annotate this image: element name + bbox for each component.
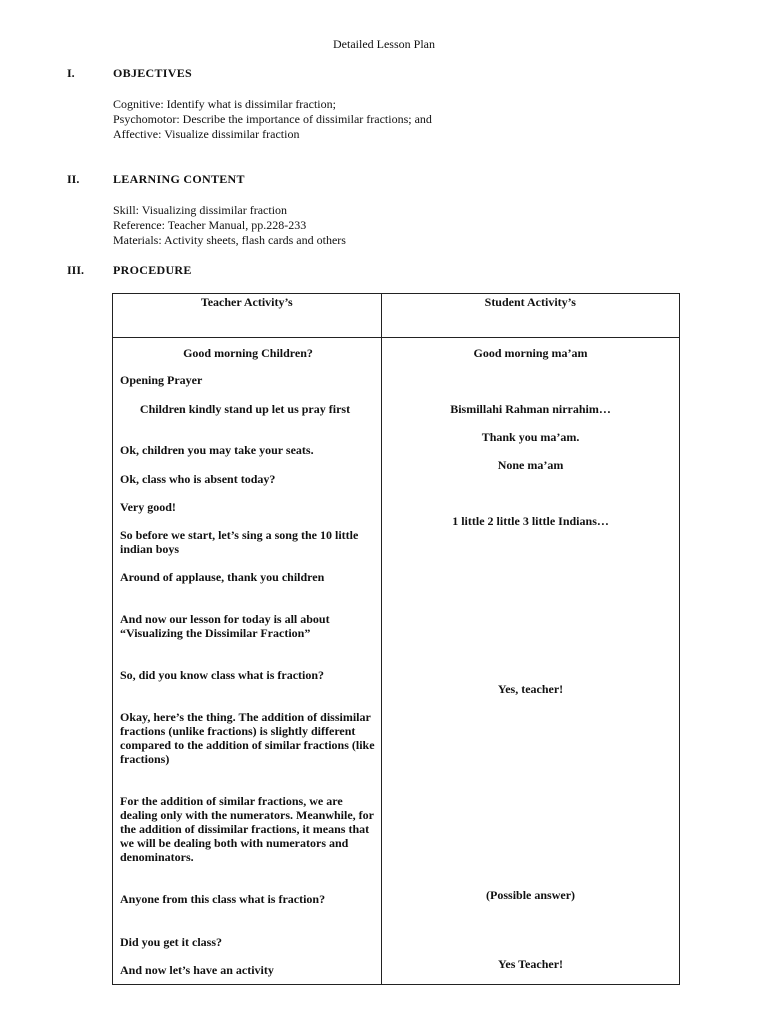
objective-psychomotor: Psychomotor: Describe the importance of dissimilar fractions; and xyxy=(113,112,432,126)
table-body-row xyxy=(113,338,680,985)
content-materials: Materials: Activity sheets, flash cards and others xyxy=(113,233,346,247)
document-title: Detailed Lesson Plan xyxy=(333,37,435,51)
student-line: (Possible answer) xyxy=(486,888,576,902)
teacher-line: So, did you know class what is fraction? xyxy=(120,668,325,682)
teacher-line: And now our lesson for today is all about “Visualizing the Dissimilar Fraction” xyxy=(120,612,330,640)
student-line: 1 little 2 little 3 little Indians… xyxy=(452,514,609,528)
teacher-line: Good morning Children? xyxy=(183,346,313,360)
teacher-line: And now let’s have an activity xyxy=(120,963,274,977)
student-line: Yes Teacher! xyxy=(498,957,564,971)
student-activity-cell xyxy=(381,338,679,985)
section-number-objectives: I. xyxy=(67,66,75,80)
content-skill: Skill: Visualizing dissimilar fraction xyxy=(113,203,288,217)
teacher-line: Did you get it class? xyxy=(120,935,222,949)
section-number-procedure: III. xyxy=(67,263,85,277)
teacher-line: Opening Prayer xyxy=(120,373,203,387)
student-line: None ma’am xyxy=(497,458,564,472)
objective-affective: Affective: Visualize dissimilar fraction xyxy=(113,127,300,141)
student-line: Yes, teacher! xyxy=(497,682,564,696)
section-title-objectives: OBJECTIVES xyxy=(113,66,193,80)
teacher-line: Anyone from this class what is fraction? xyxy=(120,892,326,906)
content-reference: Reference: Teacher Manual, pp.228-233 xyxy=(113,218,307,232)
section-title-procedure: PROCEDURE xyxy=(113,263,192,277)
teacher-line: Ok, children you may take your seats. xyxy=(120,443,314,457)
section-title-content: LEARNING CONTENT xyxy=(113,172,245,186)
table-header-row xyxy=(113,294,680,338)
teacher-line: So before we start, let’s sing a song the 10 little indian boys xyxy=(120,528,359,556)
header-student-activity: Student Activity’s xyxy=(381,294,679,338)
student-line: Bismillahi Rahman nirrahim… xyxy=(450,402,611,416)
teacher-line: Okay, here’s the thing. The addition of dissimilar fractions (unlike fractions) is slightly different compared to the addition of similar fractions (like fractions) xyxy=(120,710,375,766)
teacher-line: For the addition of similar fractions, we are dealing only with the numerators. Meanwhile, for the addition of dissimilar fractions, it means that we will be dealing both with numerators and denominators. xyxy=(120,794,374,864)
procedure-table xyxy=(112,293,680,985)
teacher-line: Around of applause, thank you children xyxy=(120,570,325,584)
teacher-line: Very good! xyxy=(120,500,176,514)
teacher-line: Ok, class who is absent today? xyxy=(120,472,276,486)
teacher-line: Children kindly stand up let us pray first xyxy=(139,402,351,416)
student-line: Good morning ma’am xyxy=(473,346,588,360)
section-number-content: II. xyxy=(67,172,80,186)
objective-cognitive: Cognitive: Identify what is dissimilar fraction; xyxy=(113,97,336,111)
header-teacher-activity: Teacher Activity’s xyxy=(113,294,382,338)
student-line: Thank you ma’am. xyxy=(481,430,580,444)
teacher-activity-cell xyxy=(113,338,382,985)
